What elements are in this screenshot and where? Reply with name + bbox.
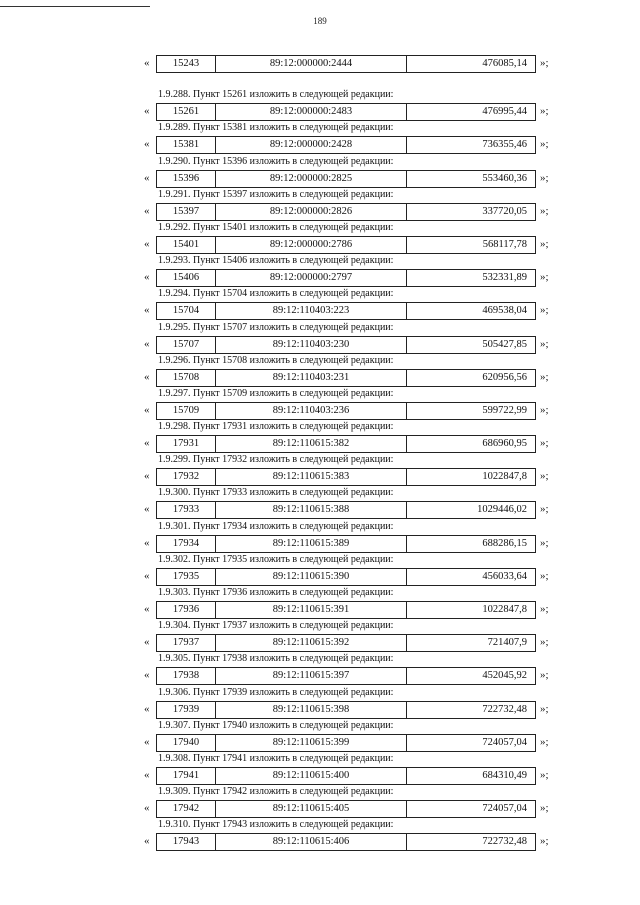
- cadastral-value-cell: 688286,15: [482, 537, 527, 549]
- cadastral-number-cell: 89:12:110403:236: [216, 403, 407, 419]
- table-row: [0, 435, 640, 452]
- cadastral-value-cell: 553460,36: [482, 172, 527, 184]
- cadastral-value-cell: 1029446,02: [477, 504, 527, 516]
- cadastral-value-cell: 736355,46: [482, 139, 527, 151]
- cadastral-value-cell: 721407,9: [487, 637, 527, 649]
- table-row: [0, 833, 640, 850]
- amendment-caption: 1.9.299. Пункт 17932 изложить в следующей редакции:: [158, 454, 394, 466]
- amendment-block: [0, 785, 640, 818]
- amendment-block: [0, 586, 640, 619]
- amendment-block: [0, 188, 640, 221]
- item-number-cell: 15243: [157, 56, 216, 72]
- amendment-block: [0, 420, 640, 453]
- table-row-cells: [156, 701, 536, 719]
- table-row: [0, 634, 640, 651]
- item-number-cell: 15708: [157, 370, 216, 386]
- item-number-cell: 15261: [157, 104, 216, 120]
- cadastral-number-cell: 89:12:110615:399: [216, 735, 407, 751]
- amendment-block: [0, 486, 640, 519]
- cadastral-value-cell: 469538,04: [482, 305, 527, 317]
- item-number-cell: 17931: [157, 436, 216, 452]
- amendment-caption: 1.9.297. Пункт 15709 изложить в следующей редакции:: [158, 387, 394, 399]
- item-number-cell: 17932: [157, 469, 216, 485]
- amendment-caption: 1.9.305. Пункт 17938 изложить в следующей редакции:: [158, 653, 394, 665]
- page-number: 189: [313, 16, 327, 26]
- table-row-cells: [156, 302, 536, 320]
- amendment-list: [0, 55, 640, 852]
- closing-quote: »;: [540, 835, 549, 848]
- closing-quote: »;: [540, 370, 549, 383]
- table-row: [0, 170, 640, 187]
- cadastral-value-cell: 456033,64: [482, 570, 527, 582]
- table-row: [0, 667, 640, 684]
- cadastral-number-cell: 89:12:110615:400: [216, 768, 407, 784]
- opening-quote: «: [144, 138, 150, 151]
- amendment-block: [0, 221, 640, 254]
- amendment-caption: 1.9.288. Пункт 15261 изложить в следующей редакции:: [158, 89, 394, 101]
- cadastral-value-cell: 476995,44: [482, 106, 527, 118]
- opening-quote: «: [144, 636, 150, 649]
- cadastral-number-cell: 89:12:110615:392: [216, 635, 407, 651]
- table-row: [0, 55, 640, 72]
- table-row-cells: [156, 55, 536, 73]
- amendment-block: [0, 287, 640, 320]
- amendment-block: [0, 254, 640, 287]
- table-row-cells: [156, 667, 536, 685]
- amendment-caption: 1.9.306. Пункт 17939 изложить в следующей редакции:: [158, 686, 394, 698]
- amendment-caption: 1.9.302. Пункт 17935 изложить в следующей редакции:: [158, 553, 394, 565]
- table-row-cells: [156, 369, 536, 387]
- table-row: [0, 369, 640, 386]
- closing-quote: »;: [540, 204, 549, 217]
- closing-quote: »;: [540, 702, 549, 715]
- amendment-block: [0, 387, 640, 420]
- opening-quote: «: [144, 337, 150, 350]
- amendment-block: [0, 121, 640, 154]
- closing-quote: »;: [540, 768, 549, 781]
- cadastral-value-cell: 476085,14: [482, 58, 527, 69]
- closing-quote: »;: [540, 536, 549, 549]
- opening-quote: «: [144, 271, 150, 284]
- amendment-caption: 1.9.303. Пункт 17936 изложить в следующей редакции:: [158, 587, 394, 598]
- cadastral-number-cell: 89:12:110615:397: [216, 668, 407, 684]
- table-row: [0, 767, 640, 784]
- item-number-cell: 17934: [157, 536, 216, 552]
- cadastral-number-cell: 89:12:110615:383: [216, 469, 407, 485]
- amendment-block: [0, 752, 640, 785]
- table-row: [0, 468, 640, 485]
- cadastral-value-cell: 1022847,8: [482, 471, 527, 483]
- amendment-caption: 1.9.298. Пункт 17931 изложить в следующей редакции:: [158, 421, 394, 433]
- cadastral-value-cell: 452045,92: [482, 670, 527, 682]
- amendment-block: [0, 818, 640, 851]
- opening-quote: «: [144, 470, 150, 483]
- cadastral-number-cell: 89:12:000000:2825: [216, 171, 407, 187]
- table-row-cells: [156, 833, 536, 851]
- cadastral-value-cell: 568117,78: [482, 238, 527, 250]
- item-number-cell: 17939: [157, 702, 216, 718]
- closing-quote: »;: [540, 237, 549, 250]
- amendment-caption: 1.9.291. Пункт 15397 изложить в следующей редакции:: [158, 188, 394, 200]
- item-number-cell: 17938: [157, 668, 216, 684]
- table-row-cells: [156, 634, 536, 652]
- amendment-block: [0, 354, 640, 387]
- cadastral-value-cell: 724057,04: [482, 736, 527, 748]
- item-number-cell: 15401: [157, 237, 216, 253]
- amendment-block: [0, 88, 640, 121]
- table-row: [0, 535, 640, 552]
- opening-quote: «: [144, 304, 150, 317]
- amendment-block: [0, 155, 640, 188]
- table-row: [0, 236, 640, 253]
- table-row-cells: [156, 734, 536, 752]
- amendment-block: [0, 652, 640, 685]
- opening-quote: «: [144, 204, 150, 217]
- cadastral-number-cell: 89:12:000000:2797: [216, 270, 407, 286]
- table-row-cells: [156, 767, 536, 785]
- cadastral-number-cell: 89:12:110615:406: [216, 834, 407, 850]
- amendment-caption: 1.9.294. Пункт 15704 изложить в следующей редакции:: [158, 288, 394, 300]
- cadastral-number-cell: 89:12:110615:398: [216, 702, 407, 718]
- opening-quote: «: [144, 702, 150, 715]
- cadastral-value-cell: 724057,04: [482, 803, 527, 815]
- table-row: [0, 601, 640, 618]
- amendment-caption: 1.9.308. Пункт 17941 изложить в следующей редакции:: [158, 752, 394, 764]
- cadastral-value-cell: 1022847,8: [482, 604, 527, 615]
- cadastral-number-cell: 89:12:000000:2444: [216, 56, 407, 72]
- amendment-caption: 1.9.289. Пункт 15381 изложить в следующей редакции:: [158, 122, 394, 134]
- item-number-cell: 17936: [157, 602, 216, 618]
- cadastral-number-cell: 89:12:110615:382: [216, 436, 407, 452]
- table-row-cells: [156, 103, 536, 121]
- opening-quote: «: [144, 503, 150, 516]
- opening-quote: «: [144, 569, 150, 582]
- closing-quote: »;: [540, 437, 549, 450]
- table-row: [0, 734, 640, 751]
- item-number-cell: 15707: [157, 337, 216, 353]
- table-row: [0, 701, 640, 718]
- table-row: [0, 402, 640, 419]
- table-row: [0, 103, 640, 120]
- cadastral-number-cell: 89:12:000000:2428: [216, 137, 407, 153]
- amendment-caption: 1.9.300. Пункт 17933 изложить в следующей редакции:: [158, 487, 394, 499]
- cadastral-number-cell: 89:12:110615:405: [216, 801, 407, 817]
- amendment-block: [0, 520, 640, 553]
- closing-quote: »;: [540, 603, 549, 615]
- item-number-cell: 17940: [157, 735, 216, 751]
- closing-quote: »;: [540, 403, 549, 416]
- cadastral-number-cell: 89:12:110403:230: [216, 337, 407, 353]
- cadastral-value-cell: 337720,05: [482, 205, 527, 217]
- closing-quote: »;: [540, 105, 549, 118]
- table-row-cells: [156, 568, 536, 586]
- closing-quote: »;: [540, 802, 549, 815]
- cadastral-value-cell: 532331,89: [482, 272, 527, 284]
- item-number-cell: 17942: [157, 801, 216, 817]
- opening-quote: «: [144, 57, 150, 69]
- cadastral-number-cell: 89:12:110615:388: [216, 502, 407, 518]
- closing-quote: »;: [540, 57, 549, 69]
- closing-quote: »;: [540, 636, 549, 649]
- cadastral-number-cell: 89:12:110615:390: [216, 569, 407, 585]
- closing-quote: »;: [540, 569, 549, 582]
- header-rule: [0, 6, 150, 7]
- amendment-block: [0, 553, 640, 586]
- cadastral-number-cell: 89:12:110615:389: [216, 536, 407, 552]
- amendment-block: [0, 619, 640, 652]
- amendment-caption: 1.9.295. Пункт 15707 изложить в следующей редакции:: [158, 321, 394, 333]
- table-row-cells: [156, 402, 536, 420]
- cadastral-value-cell: 722732,48: [482, 836, 527, 848]
- amendment-caption: 1.9.290. Пункт 15396 изложить в следующей редакции:: [158, 155, 394, 167]
- item-number-cell: 15397: [157, 204, 216, 220]
- closing-quote: »;: [540, 271, 549, 284]
- opening-quote: «: [144, 171, 150, 184]
- item-number-cell: 17943: [157, 834, 216, 850]
- item-number-cell: 15381: [157, 137, 216, 153]
- table-row-cells: [156, 468, 536, 486]
- amendment-block: [0, 453, 640, 486]
- amendment-block: [0, 686, 640, 719]
- closing-quote: »;: [540, 735, 549, 748]
- item-number-cell: 17937: [157, 635, 216, 651]
- opening-quote: «: [144, 370, 150, 383]
- table-row: [0, 800, 640, 817]
- amendment-caption: 1.9.296. Пункт 15708 изложить в следующей редакции:: [158, 354, 394, 366]
- table-row: [0, 336, 640, 353]
- cadastral-number-cell: 89:12:110403:223: [216, 303, 407, 319]
- closing-quote: »;: [540, 138, 549, 151]
- cadastral-number-cell: 89:12:000000:2483: [216, 104, 407, 120]
- table-row-cells: [156, 136, 536, 154]
- table-row-cells: [156, 236, 536, 254]
- amendment-caption: 1.9.292. Пункт 15401 изложить в следующей редакции:: [158, 221, 394, 233]
- closing-quote: »;: [540, 171, 549, 184]
- table-row-cells: [156, 203, 536, 221]
- opening-quote: «: [144, 403, 150, 416]
- cadastral-value-cell: 599722,99: [482, 404, 527, 416]
- opening-quote: «: [144, 603, 150, 615]
- opening-quote: «: [144, 768, 150, 781]
- table-row: [0, 203, 640, 220]
- opening-quote: «: [144, 835, 150, 848]
- cadastral-number-cell: 89:12:110615:391: [216, 602, 407, 618]
- table-row-cells: [156, 800, 536, 818]
- opening-quote: «: [144, 437, 150, 450]
- table-row-cells: [156, 435, 536, 453]
- closing-quote: »;: [540, 669, 549, 682]
- cadastral-value-cell: 505427,85: [482, 338, 527, 350]
- table-row: [0, 269, 640, 286]
- item-number-cell: 15406: [157, 270, 216, 286]
- table-row-cells: [156, 535, 536, 553]
- cadastral-value-cell: 686960,95: [482, 438, 527, 450]
- closing-quote: »;: [540, 503, 549, 516]
- table-row: [0, 302, 640, 319]
- closing-quote: »;: [540, 470, 549, 483]
- amendment-caption: 1.9.307. Пункт 17940 изложить в следующей редакции:: [158, 719, 394, 731]
- item-number-cell: 17941: [157, 768, 216, 784]
- cadastral-value-cell: 722732,48: [482, 703, 527, 715]
- table-row-cells: [156, 170, 536, 188]
- opening-quote: «: [144, 802, 150, 815]
- cadastral-number-cell: 89:12:110403:231: [216, 370, 407, 386]
- item-number-cell: 17933: [157, 502, 216, 518]
- table-row-cells: [156, 336, 536, 354]
- table-row: [0, 136, 640, 153]
- item-number-cell: 15709: [157, 403, 216, 419]
- cadastral-number-cell: 89:12:000000:2786: [216, 237, 407, 253]
- cadastral-number-cell: 89:12:000000:2826: [216, 204, 407, 220]
- table-row: [0, 501, 640, 518]
- opening-quote: «: [144, 237, 150, 250]
- cadastral-value-cell: 684310,49: [482, 769, 527, 781]
- table-row-cells: [156, 269, 536, 287]
- table-row-cells: [156, 601, 536, 619]
- amendment-caption: 1.9.310. Пункт 17943 изложить в следующей редакции:: [158, 819, 394, 831]
- opening-quote: «: [144, 536, 150, 549]
- item-number-cell: 15704: [157, 303, 216, 319]
- amendment-block: [0, 321, 640, 354]
- closing-quote: »;: [540, 304, 549, 317]
- item-number-cell: 17935: [157, 569, 216, 585]
- amendment-caption: 1.9.301. Пункт 17934 изложить в следующей редакции:: [158, 520, 394, 532]
- table-row-block: [0, 55, 640, 88]
- opening-quote: «: [144, 105, 150, 118]
- amendment-caption: 1.9.293. Пункт 15406 изложить в следующей редакции:: [158, 255, 394, 267]
- item-number-cell: 15396: [157, 171, 216, 187]
- amendment-caption: 1.9.309. Пункт 17942 изложить в следующей редакции:: [158, 786, 394, 798]
- table-row-cells: [156, 501, 536, 519]
- cadastral-value-cell: 620956,56: [482, 371, 527, 383]
- amendment-caption: 1.9.304. Пункт 17937 изложить в следующей редакции:: [158, 620, 394, 632]
- opening-quote: «: [144, 669, 150, 682]
- table-row: [0, 568, 640, 585]
- closing-quote: »;: [540, 337, 549, 350]
- amendment-block: [0, 719, 640, 752]
- opening-quote: «: [144, 735, 150, 748]
